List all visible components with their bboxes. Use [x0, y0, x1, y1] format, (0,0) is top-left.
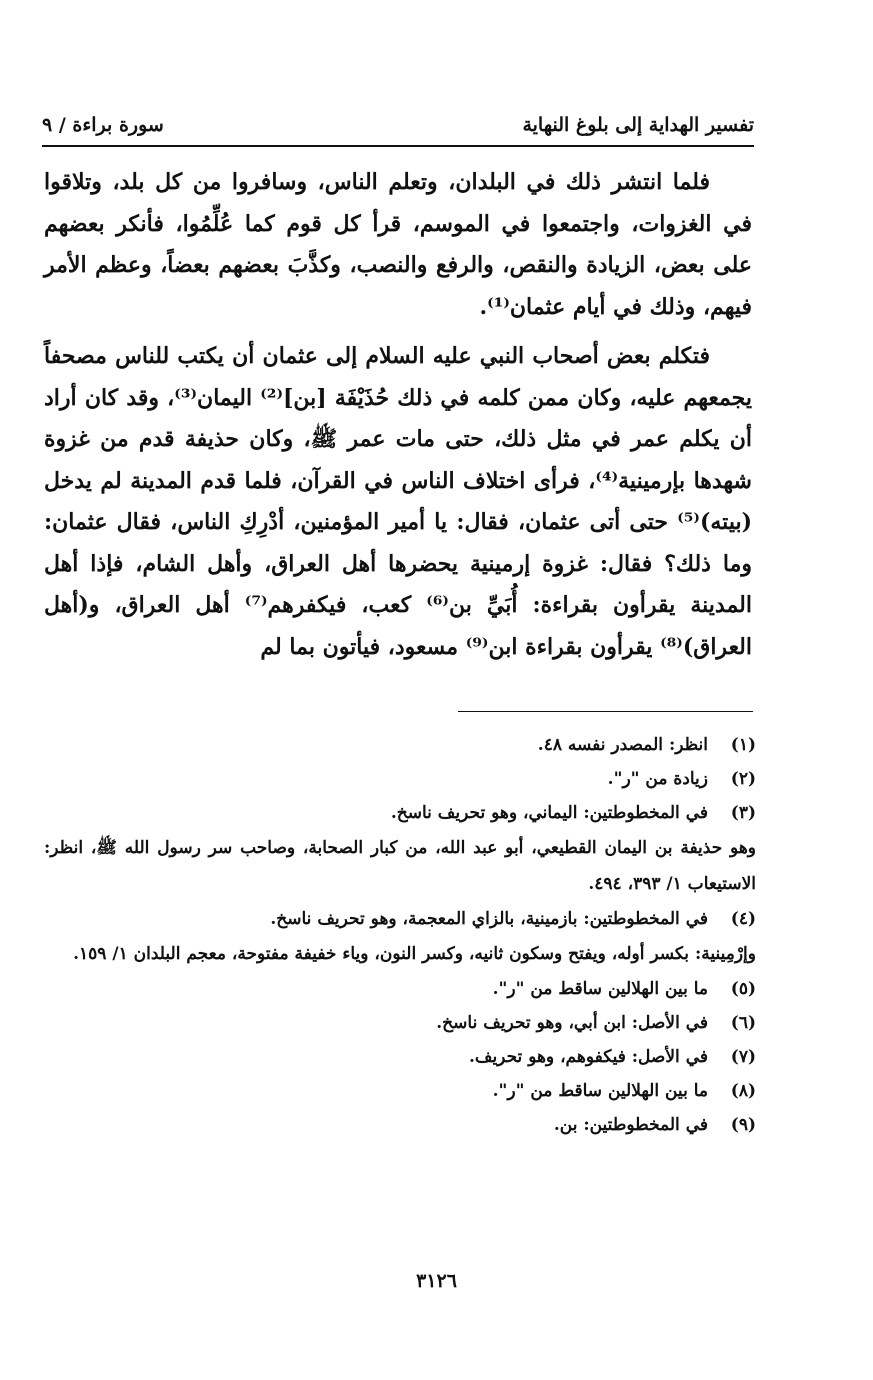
footnote — [44, 1108, 756, 1142]
footnote — [44, 1040, 756, 1074]
footnote-text: ما بين الهلالين ساقط من "ر". — [492, 979, 708, 999]
footnote — [44, 728, 756, 762]
running-header — [42, 104, 754, 136]
footnote-text: زيادة من "ر". — [607, 769, 708, 789]
footnote — [44, 972, 756, 1006]
footnotes — [44, 728, 756, 1142]
footnote-continuation: وهو حذيفة بن اليمان القطيعي، أبو عبد الله، من كبار الصحابة، وصاحب سر رسول الله ﷺ، انظر: الاستيعاب ١/ ٣٩٣، ٤٩٤. — [44, 838, 756, 894]
footnote-continuation: وإرْمِينية: بكسر أوله، ويفتح وسكون ثانيه، وكسر النون، وياء خفيفة مفتوحة، معجم البلدان ١/ ١٥٩. — [73, 944, 756, 964]
footnote-text: في الأصل: فيكفوهم، وهو تحريف. — [468, 1047, 708, 1067]
footnote-number: (٨) — [730, 1081, 756, 1101]
footnote-number: (١) — [730, 735, 756, 755]
footnote-text: انظر: المصدر نفسه ٤٨. — [537, 735, 708, 755]
footnote-separator — [458, 711, 753, 712]
footnote — [44, 902, 756, 936]
footnote-number: (٤) — [730, 909, 756, 929]
page-number: ٣١٢٦ — [416, 1270, 457, 1292]
footnote-number: (٦) — [730, 1013, 756, 1033]
footnote-number: (٩) — [730, 1115, 756, 1135]
footnote — [44, 762, 756, 796]
paragraph: فتكلم بعض أصحاب النبي عليه السلام إلى عثمان أن يكتب للناس مصحفاً يجمعهم عليه، وكان ممن كلمه في ذلك حُذَيْفَة [بن]⁽²⁾ اليمان⁽³⁾، وقد كان أراد أن يكلم عمر في مثل ذلك، حتى مات عمر ﷺ، وكان حذيفة قدم من غزوة شهدها بإرمينية⁽⁴⁾، فرأى اختلاف الناس في القرآن، فلما قدم المدينة لم يدخل (بيته)⁽⁵⁾ حتى أتى عثمان، فقال: يا أمير المؤمنين، أدْرِكِ الناس، فقال عثمان: وما ذلك؟ فقال: غزوة إرمينية يحضرها أهل العراق، وأهل الشام، فإذا أهل المدينة يقرأون بقراءة: أُبَيِّ بن⁽⁶⁾ كعب، فيكفرهم⁽⁷⁾ أهل العراق، و(أهل العراق)⁽⁸⁾ يقرأون بقراءة ابن⁽⁹⁾ مسعود، فيأتون بما لم — [44, 343, 752, 660]
footnote-number: (٢) — [730, 769, 756, 789]
footnote — [44, 1074, 756, 1108]
main-text — [44, 162, 752, 668]
footnote-text: في الأصل: ابن أبي، وهو تحريف ناسخ. — [436, 1013, 708, 1033]
footnote-text: ما بين الهلالين ساقط من "ر". — [492, 1081, 708, 1101]
header-rule — [42, 145, 754, 147]
paragraph: فلما انتشر ذلك في البلدان، وتعلم الناس، وسافروا من كل بلد، وتلاقوا في الغزوات، واجتمعوا في الموسم، قرأ كل قوم كما عُلِّمُوا، فأنكر بعضهم على بعض، الزيادة والنقص، والرفع والنصب، وكذَّبَ بعضهم بعضاً، وعظم الأمر فيهم، وذلك في أيام عثمان⁽¹⁾. — [44, 169, 752, 320]
book-title: تفسير الهداية إلى بلوغ النهاية — [522, 114, 754, 136]
footnote — [44, 796, 756, 830]
footnote-number: (٥) — [730, 979, 756, 999]
footnote-text: في المخطوطتين: اليماني، وهو تحريف ناسخ. — [390, 803, 708, 823]
surah-page-label: سورة براءة / ٩ — [42, 114, 164, 136]
footnote-text: في المخطوطتين: بازمينية، بالزاي المعجمة، وهو تحريف ناسخ. — [270, 909, 708, 929]
footnote-number: (٣) — [730, 803, 756, 823]
footnote-number: (٧) — [730, 1047, 756, 1067]
footnote-text: في المخطوطتين: بن. — [553, 1115, 708, 1135]
footnote — [44, 1006, 756, 1040]
